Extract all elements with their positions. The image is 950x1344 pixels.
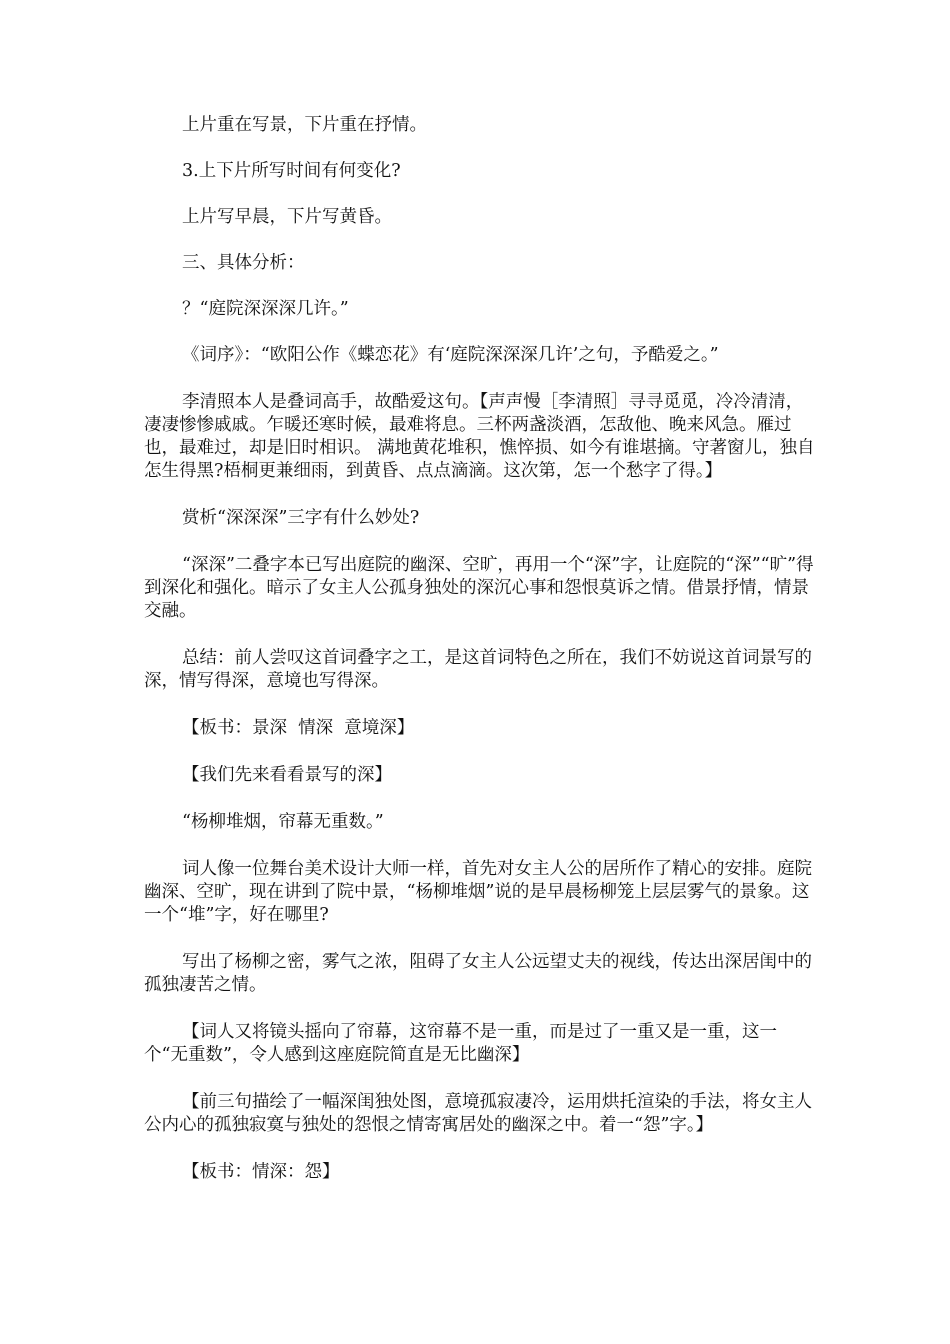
section-heading: 三、具体分析： — [182, 253, 305, 273]
paragraph: 【词人又将镜头摇向了帘幕，这帘幕不是一重，而是过了一重又是一重，这一个“无重数”，令人感到这座庭院简直是无比幽深】 — [144, 1022, 777, 1065]
board-note: 【我们先来看看景写的深】 — [182, 765, 392, 785]
paragraph: “深深”二叠字本已写出庭院的幽深、空旷，再用一个“深”字，让庭院的“深”“旷”得到深化和强化。暗示了女主人公孤身独处的深沉心事和怨恨莫诉之情。借景抒情，情景交融。 — [144, 555, 814, 621]
paragraph: 赏析“深深深”三字有什么妙处? — [182, 508, 420, 528]
paragraph: 《词序》：“欧阳公作《蝶恋花》有‘庭院深深深几许’之句，予酷爱之。” — [182, 345, 719, 365]
quote-line: “杨柳堆烟，帘幕无重数。” — [182, 812, 384, 832]
paragraph: 李清照本人是叠词高手，故酷爱这句。【声声慢［李清照］寻寻觅觅，冷冷清清，凄凄惨惨戚戚。乍暖还寒时候，最难将息。三杯两盏淡酒，怎敌他、晚来风急。雁过也，最难过，却是旧时相识。 满地黄花堆积，憔悴损、如今有谁堪摘。守著窗儿，独自怎生得黑?梧桐更兼细雨，到黄昏、点点滴滴。这次第，怎一个愁字了得。】 — [144, 392, 815, 481]
quote-line: ？“庭院深深深几许。” — [182, 299, 349, 319]
board-note: 【板书：景深 情深 意境深】 — [182, 718, 415, 738]
board-note: 【板书：情深：怨】 — [182, 1162, 340, 1182]
document-body — [144, 114, 816, 1184]
paragraph: 上片重在写景，下片重在抒情。 — [182, 115, 427, 135]
paragraph: 3.上下片所写时间有何变化? — [182, 161, 401, 181]
paragraph: 写出了杨柳之密，雾气之浓，阻碍了女主人公远望丈夫的视线，传达出深居闺中的孤独凄苦之情。 — [144, 952, 812, 995]
paragraph: 词人像一位舞台美术设计大师一样，首先对女主人公的居所作了精心的安排。庭院幽深、空旷，现在讲到了院中景，“杨柳堆烟”说的是早晨杨柳笼上层层雾气的景象。这一个“堆”字，好在哪里? — [144, 859, 812, 925]
paragraph: 上片写早晨，下片写黄昏。 — [182, 207, 392, 227]
paragraph: 【前三句描绘了一幅深闺独处图，意境孤寂凄冷，运用烘托渲染的手法，将女主人公内心的孤独寂寞与独处的怨恨之情寄寓居处的幽深之中。着一“怨”字。】 — [144, 1092, 812, 1135]
paragraph: 总结：前人尝叹这首词叠字之工，是这首词特色之所在，我们不妨说这首词景写的深，情写得深，意境也写得深。 — [144, 648, 812, 691]
